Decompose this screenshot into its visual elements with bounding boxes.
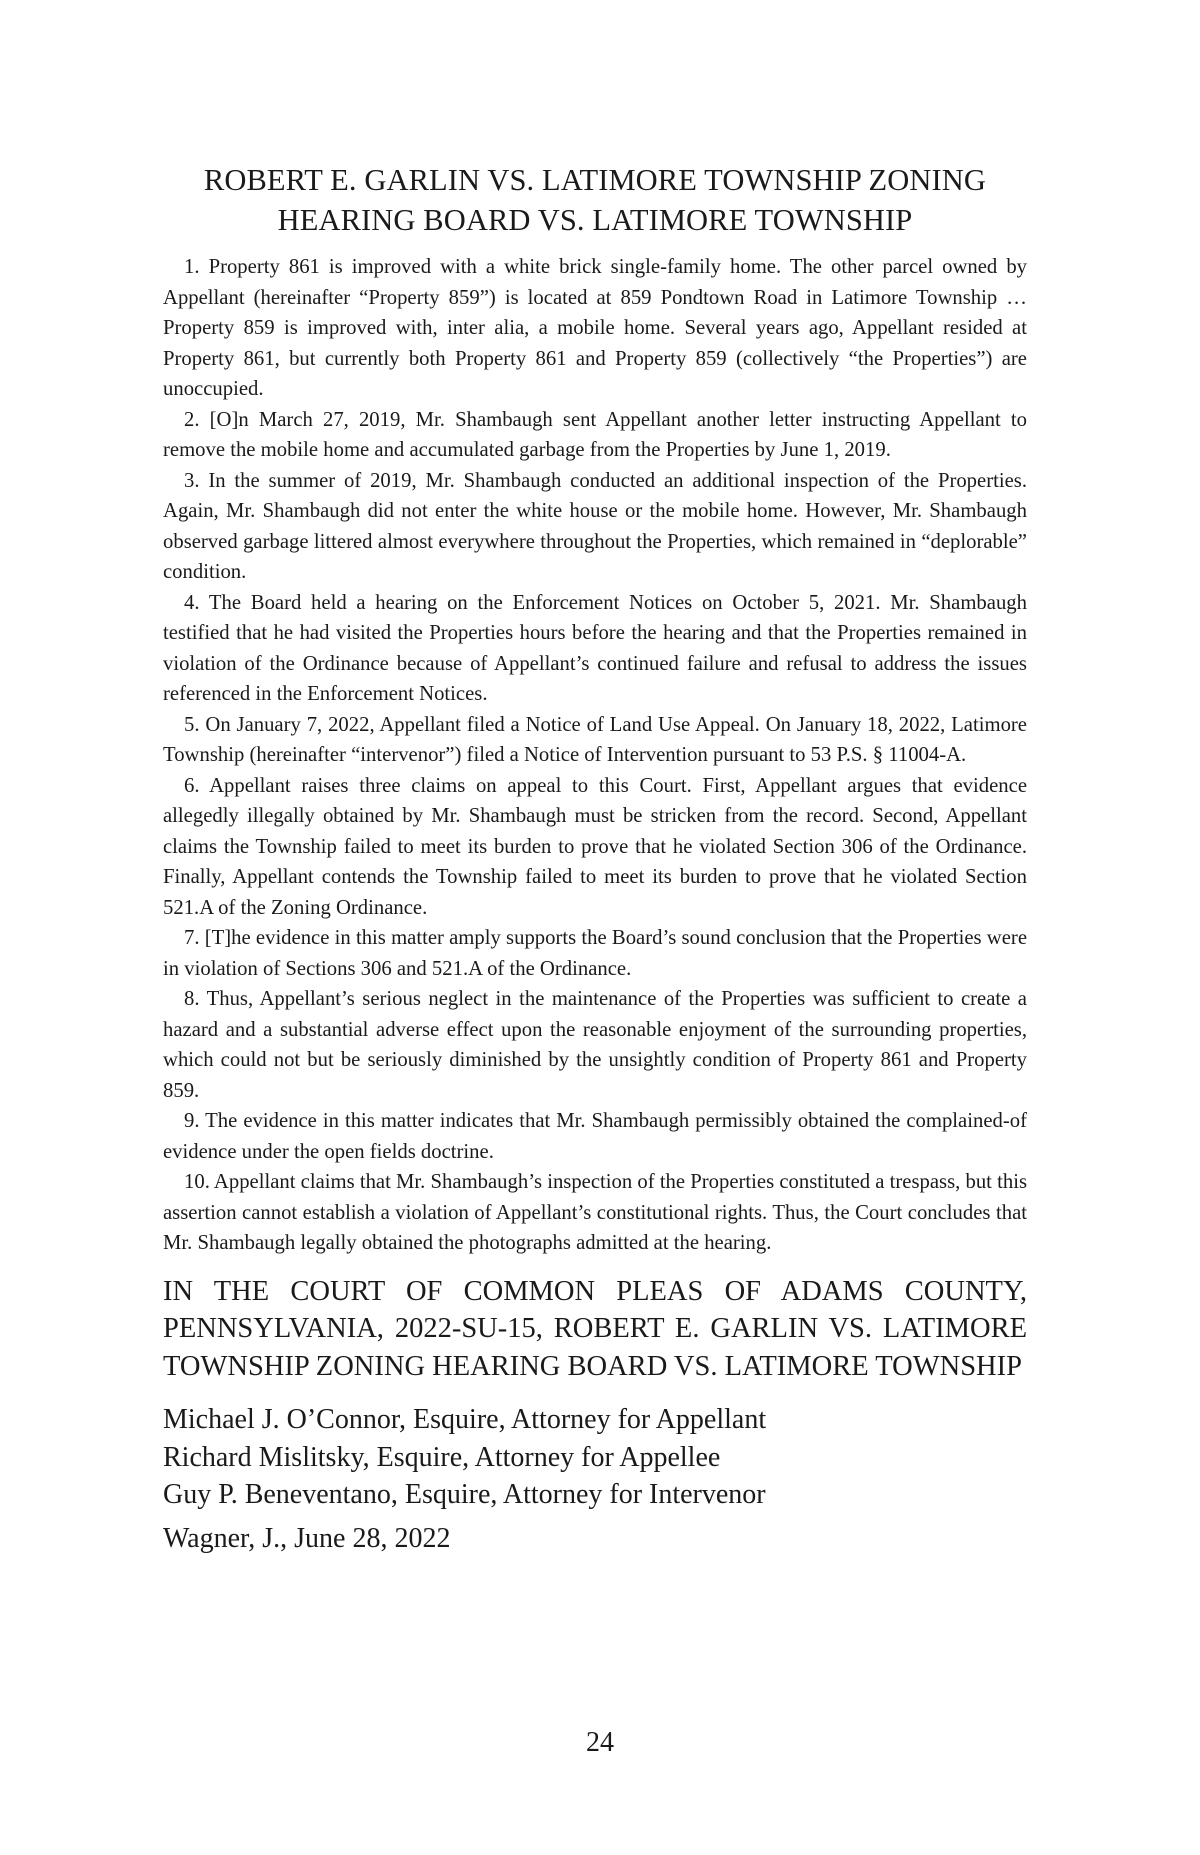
- headnote-number: 4.: [184, 591, 200, 614]
- headnote-item: [163, 923, 1027, 984]
- headnote-number: 6.: [184, 774, 200, 797]
- counsel-intervenor: Guy P. Beneventano, Esquire, Attorney for Intervenor: [163, 1479, 766, 1510]
- page-number: 24: [586, 1727, 614, 1758]
- counsel-list: [163, 1401, 1027, 1514]
- counsel-appellant: Michael J. O’Connor, Esquire, Attorney for Appellant: [163, 1404, 767, 1435]
- case-title: ROBERT E. GARLIN VS. LATIMORE TOWNSHIP ZONING HEARING BOARD VS. LATIMORE TOWNSHIP: [203, 163, 987, 237]
- headnote-number: 10.: [184, 1171, 210, 1193]
- headnote-number: 5.: [184, 713, 200, 736]
- headnote-number: 9.: [184, 1110, 200, 1132]
- headnote-text: In the summer of 2019, Mr. Shambaugh conducted an additional inspection of the Properties. Again, Mr. Shambaugh did not enter the white house or the mobile home. However, Mr. Shambaugh observed garbage littered almost everywhere throughout the Properties, which remained in “deplorable” condition.: [163, 469, 1028, 583]
- judge-date-line: Wagner, J., June 28, 2022: [163, 1522, 451, 1554]
- headnote-item: [163, 466, 1027, 588]
- headnote-number: 2.: [184, 408, 200, 431]
- headnote-number: 7.: [184, 927, 200, 949]
- headnote-text: The evidence in this matter indicates that Mr. Shambaugh permissibly obtained the complained-of evidence under the open fields doctrine.: [163, 1110, 1027, 1163]
- headnote-item: [163, 405, 1027, 466]
- counsel-appellee: Richard Mislitsky, Esquire, Attorney for Appellee: [163, 1441, 721, 1473]
- headnote-text: Property 861 is improved with a white brick single-family home. The other parcel owned by Appellant (hereinafter “Property 859”) is located at 859 Pondtown Road in Latimore Township … Property 859 is improved with, inter alia, a mobile home. Several years ago, Appellant resided at Property 861, but currently both Property 861 and Property 859 (collectively “the Properties”) are unoccupied.: [163, 256, 1028, 400]
- headnotes-list: [163, 252, 1027, 1259]
- document-page: [163, 160, 1027, 1557]
- headnote-number: 8.: [184, 988, 200, 1010]
- court-caption: IN THE COURT OF COMMON PLEAS OF ADAMS COUNTY, PENNSYLVANIA, 2022-SU-15, ROBERT E. GARLIN VS. LATIMORE TOWNSHIP ZONING HEARING BOARD VS. LATIMORE TOWNSHIP: [163, 1275, 1027, 1382]
- headnote-text: Appellant claims that Mr. Shambaugh’s inspection of the Properties constituted a trespass, but this assertion cannot establish a violation of Appellant’s constitutional rights. Thus, the Court concludes that Mr. Shambaugh legally obtained the photographs admitted at the hearing.: [163, 1171, 1027, 1254]
- headnote-item: [163, 771, 1027, 924]
- headnote-item: [163, 710, 1027, 771]
- headnote-text: [T]he evidence in this matter amply supports the Board’s sound conclusion that the Properties were in violation of Sections 306 and 521.A of the Ordinance.: [163, 927, 1027, 980]
- headnote-item: [163, 588, 1027, 710]
- headnote-item: [163, 1167, 1027, 1259]
- headnote-text: On January 7, 2022, Appellant filed a Notice of Land Use Appeal. On January 18, 2022, Latimore Township (hereinafter “intervenor”) filed a Notice of Intervention pursuant to 53 P.S. § 11004-A.: [163, 713, 1027, 766]
- headnote-item: [163, 1106, 1027, 1167]
- headnote-number: 1.: [184, 256, 200, 278]
- headnote-item: [163, 252, 1027, 405]
- headnote-text: [O]n March 27, 2019, Mr. Shambaugh sent Appellant another letter instructing Appellant to remove the mobile home and accumulated garbage from the Properties by June 1, 2019.: [163, 408, 1027, 461]
- headnote-item: [163, 984, 1027, 1106]
- headnote-number: 3.: [184, 469, 200, 492]
- headnote-text: Appellant raises three claims on appeal to this Court. First, Appellant argues that evidence allegedly illegally obtained by Mr. Shambaugh must be stricken from the record. Second, Appellant claims the Township failed to meet its burden to prove that he violated Section 306 of the Ordinance. Finally, Appellant contends the Township failed to meet its burden to prove that he violated Section 521.A of the Zoning Ordinance.: [163, 774, 1028, 919]
- headnote-text: Thus, Appellant’s serious neglect in the maintenance of the Properties was sufficient to create a hazard and a substantial adverse effect upon the reasonable enjoyment of the surrounding properties, which could not but be seriously diminished by the unsightly condition of Property 861 and Property 859.: [163, 988, 1027, 1102]
- headnote-text: The Board held a hearing on the Enforcement Notices on October 5, 2021. Mr. Shambaugh testified that he had visited the Properties hours before the hearing and that the Properties remained in violation of the Ordinance because of Appellant’s continued failure and refusal to address the issues referenced in the Enforcement Notices.: [163, 591, 1027, 705]
